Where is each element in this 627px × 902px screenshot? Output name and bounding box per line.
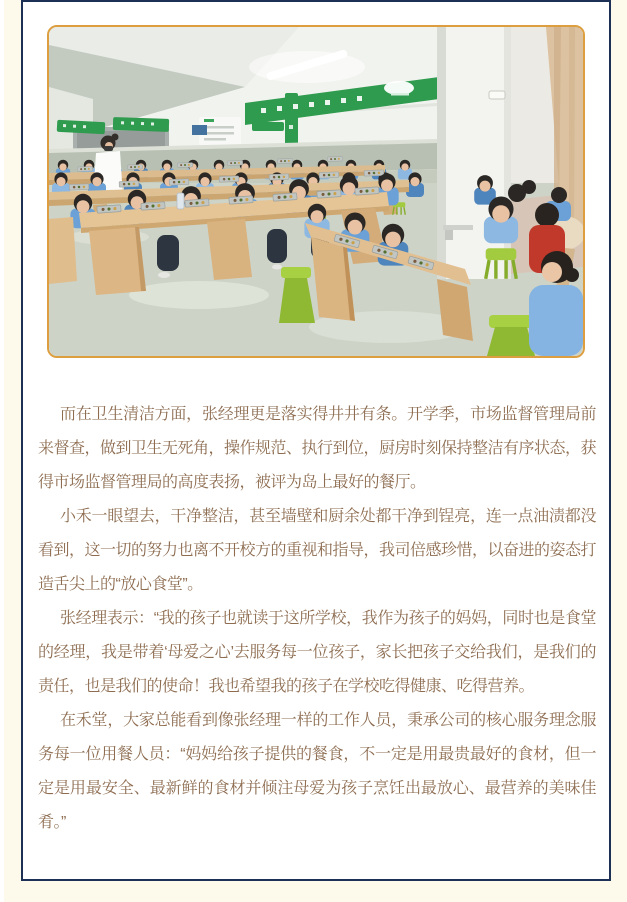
cafeteria-photo [47, 25, 585, 358]
page-left-edge [0, 0, 4, 902]
cafeteria-photo-illustration [49, 27, 583, 356]
paragraph-cleanliness: 小禾一眼望去，干净整洁，甚至墙壁和厨余处都干净到锃亮，连一点油渍都没看到，这一切的努力也离不开校方的重视和指导，我司倍感珍惜，以奋进的姿态打造舌尖上的“放心食堂”。 [38, 508, 597, 593]
paragraph-hygiene: 而在卫生清洁方面，张经理更是落实得井井有条。开学季，市场监督管理局前来督查，做到卫生无死角，操作规范、执行到位，厨房时刻保持整洁有序状态，获得市场监督管理局的高度表扬，被评为岛上最好的餐厅。 [38, 406, 597, 491]
wall-sign [192, 117, 241, 145]
paragraph-manager-quote: 张经理表示：“我的孩子也就读于这所学校，我作为孩子的妈妈，同时也是食堂的经理，我是带着‘母爱之心’去服务每一位孩子，家长把孩子交给我们，是我们的责任，也是我们的使命！我也希望我的孩子在学校吃得健康、吃得营养。 [38, 610, 596, 695]
article-text [38, 398, 596, 840]
article-card [21, 0, 611, 881]
paragraph-company-values: 在禾堂，大家总能看到像张经理一样的工作人员，秉承公司的核心服务理念服务每一位用餐人员：“妈妈给孩子提供的餐食，不一定是用最贵最好的食材，但一定是用最安全、最新鲜的食材并倾注母爱为孩子烹饪出最放心、最营养的美味佳肴。” [38, 712, 596, 831]
